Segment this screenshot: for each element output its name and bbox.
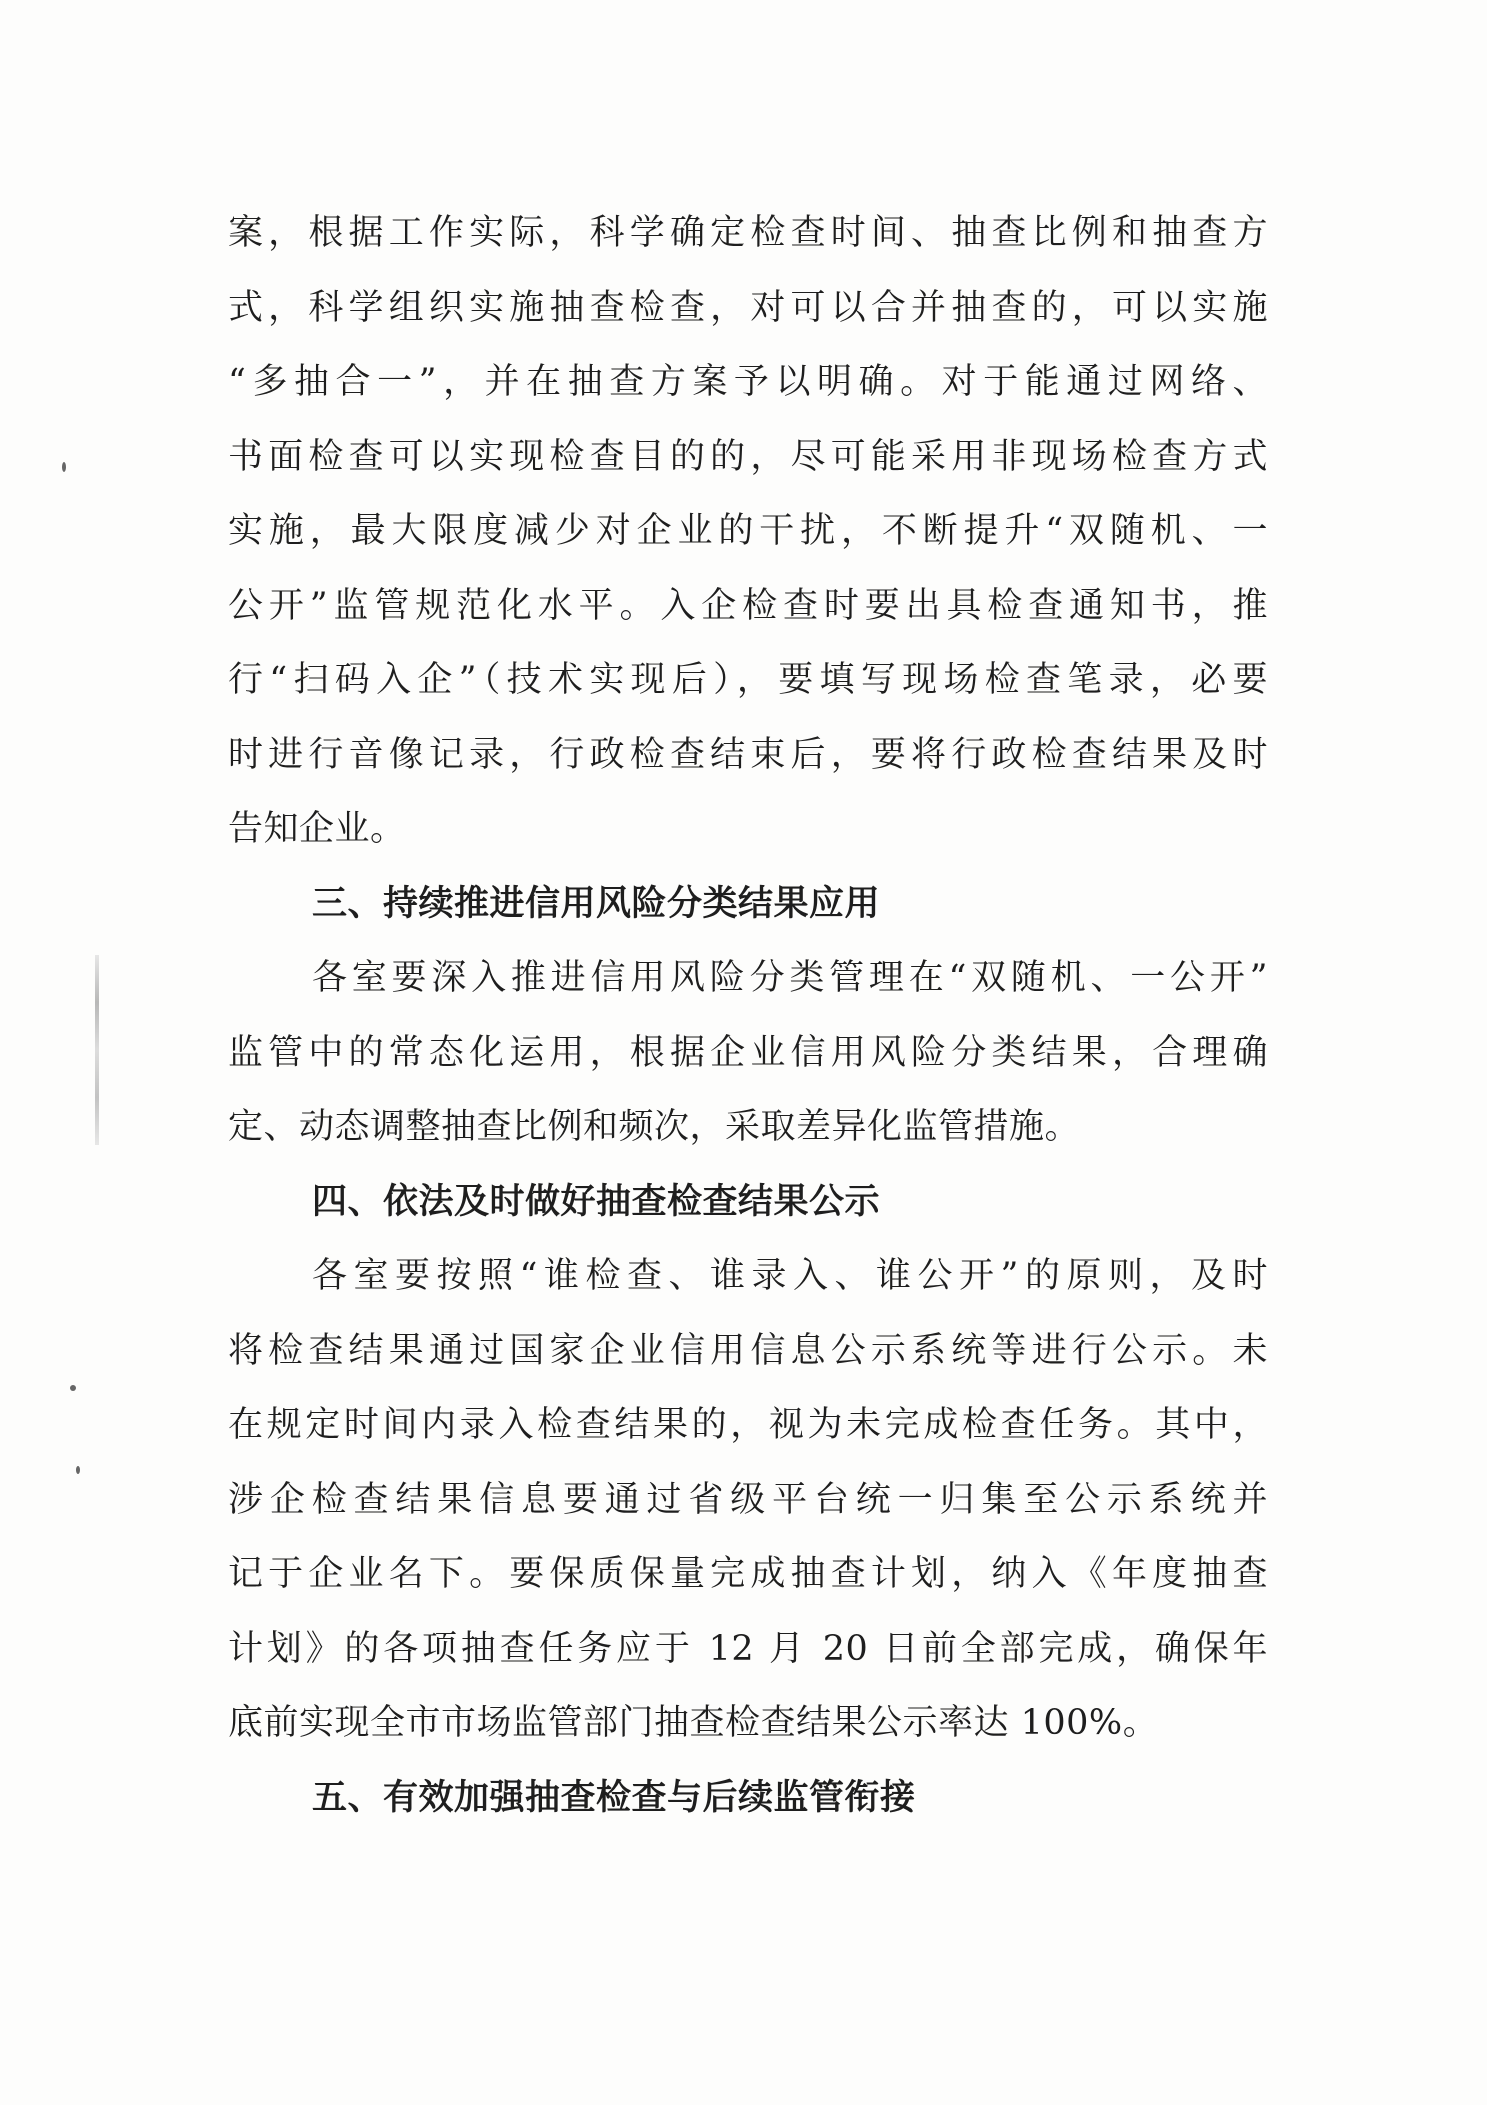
section-4-line: 记于企业名下。要保质保量完成抽查计划，纳入《年度抽查 bbox=[228, 1554, 1268, 1594]
section-4-line: 在规定时间内录入检查结果的，视为未完成检查任务。其中， bbox=[228, 1405, 1268, 1445]
section-3-line: 定、动态调整抽查比例和频次，采取差异化监管措施。 bbox=[228, 1107, 1081, 1147]
body-line: 公开”监管规范化水平。入企检查时要出具检查通知书，推 bbox=[228, 585, 1268, 626]
section-5-heading: 五、有效加强抽查检查与后续监管衔接 bbox=[312, 1777, 916, 1818]
section-4-line: 涉企检查结果信息要通过省级平台统一归集至公示系统并 bbox=[228, 1479, 1268, 1520]
body-line: 告知企业。 bbox=[228, 809, 406, 849]
scan-speck bbox=[76, 1466, 80, 1474]
section-3-heading: 三、持续推进信用风险分类结果应用 bbox=[312, 883, 881, 924]
section-4-line: 各室要按照“谁检查、谁录入、谁公开”的原则，及时 bbox=[312, 1256, 1268, 1296]
section-3-line: 各室要深入推进信用风险分类管理在“双随机、一公开” bbox=[312, 958, 1268, 998]
section-4-line: 将检查结果通过国家企业信用信息公示系统等进行公示。未 bbox=[228, 1330, 1268, 1371]
body-line: 案，根据工作实际，科学确定检查时间、抽查比例和抽查方 bbox=[228, 213, 1268, 253]
body-line: 时进行音像记录，行政检查结束后，要将行政检查结果及时 bbox=[228, 734, 1268, 775]
scan-speck bbox=[70, 1385, 76, 1391]
body-line: 行“扫码入企”（技术实现后），要填写现场检查笔录，必要 bbox=[228, 660, 1268, 700]
body-line: “多抽合一”，并在抽查方案予以明确。对于能通过网络、 bbox=[228, 362, 1268, 402]
section-4-line: 底前实现全市市场监管部门抽查检查结果公示率达 100%。 bbox=[228, 1703, 1159, 1743]
section-4-heading: 四、依法及时做好抽查检查结果公示 bbox=[312, 1181, 881, 1222]
section-3-line: 监管中的常态化运用，根据企业信用风险分类结果，合理确 bbox=[228, 1032, 1268, 1073]
section-4-line: 计划》的各项抽查任务应于 12 月 20 日前全部完成，确保年 bbox=[228, 1628, 1268, 1669]
body-line: 书面检查可以实现检查目的的，尽可能采用非现场检查方式 bbox=[228, 436, 1268, 477]
body-line: 式，科学组织实施抽查检查，对可以合并抽查的，可以实施 bbox=[228, 287, 1268, 328]
scan-binding-mark bbox=[95, 955, 99, 1145]
body-line: 实施，最大限度减少对企业的干扰，不断提升“双随机、一 bbox=[228, 511, 1268, 551]
scan-speck bbox=[62, 462, 66, 472]
document-body bbox=[228, 196, 1268, 1835]
